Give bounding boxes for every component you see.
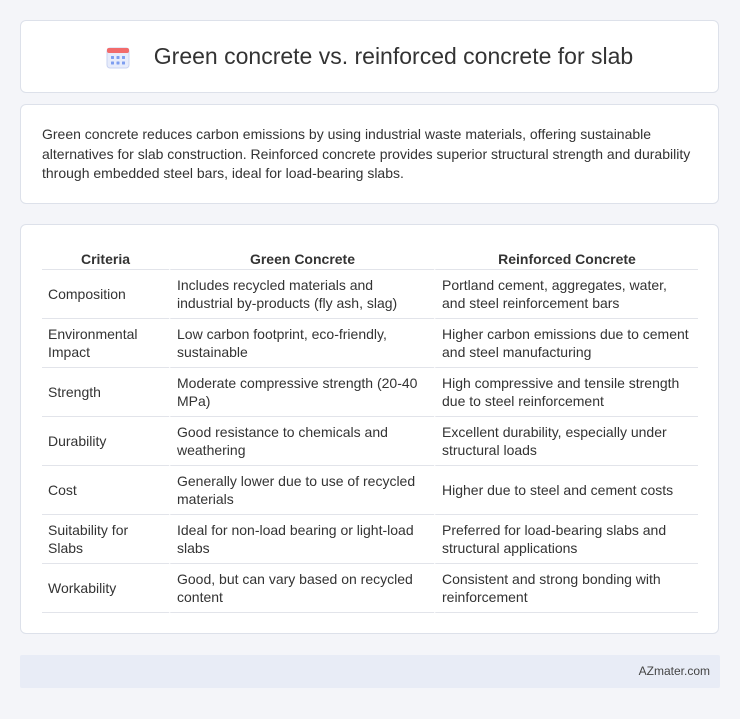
criteria-cell: Durability (42, 417, 169, 466)
table-row (42, 564, 698, 613)
reinforced-concrete-cell: Consistent and strong bonding with reinforcement (434, 564, 698, 613)
reinforced-concrete-cell: High compressive and tensile strength due to steel reinforcement (434, 368, 698, 417)
green-concrete-cell: Good, but can vary based on recycled content (169, 564, 434, 613)
green-concrete-cell: Moderate compressive strength (20-40 MPa) (169, 368, 434, 417)
reinforced-concrete-cell: Portland cement, aggregates, water, and steel reinforcement bars (434, 270, 698, 319)
green-concrete-cell: Good resistance to chemicals and weathering (169, 417, 434, 466)
header-reinforced-concrete: Reinforced Concrete (434, 245, 698, 270)
reinforced-concrete-cell: Preferred for load-bearing slabs and structural applications (434, 515, 698, 564)
footer-bar (20, 655, 720, 688)
criteria-cell: Composition (42, 270, 169, 319)
header-criteria: Criteria (42, 245, 169, 270)
reinforced-concrete-cell: Higher due to steel and cement costs (434, 466, 698, 515)
header-green-concrete: Green Concrete (169, 245, 434, 270)
footer-brand: AZmater.com (638, 664, 710, 678)
criteria-cell: Strength (42, 368, 169, 417)
page-title: Green concrete vs. reinforced concrete for slab (153, 43, 634, 69)
table-row (42, 466, 698, 515)
table-header-row (42, 245, 698, 270)
title-card (20, 20, 719, 93)
reinforced-concrete-cell: Excellent durability, especially under structural loads (434, 417, 698, 466)
green-concrete-cell: Ideal for non-load bearing or light-load slabs (169, 515, 434, 564)
criteria-cell: Cost (42, 466, 169, 515)
title-wrap (106, 43, 633, 70)
calendar-icon (106, 45, 130, 69)
table-row (42, 417, 698, 466)
table-row (42, 319, 698, 368)
table-row (42, 270, 698, 319)
intro-text: Green concrete reduces carbon emissions by using industrial waste materials, offering sustainable alternatives for slab construction. Reinforced concrete provides superior structural strength and durability through embedded steel bars, ideal for load-bearing slabs. (42, 126, 691, 181)
reinforced-concrete-cell: Higher carbon emissions due to cement and steel manufacturing (434, 319, 698, 368)
comparison-table (42, 245, 698, 613)
comparison-table-card (20, 224, 719, 634)
table-row (42, 515, 698, 564)
green-concrete-cell: Includes recycled materials and industrial by-products (fly ash, slag) (169, 270, 434, 319)
intro-card (20, 104, 719, 204)
criteria-cell: Environmental Impact (42, 319, 169, 368)
criteria-cell: Workability (42, 564, 169, 613)
table-row (42, 368, 698, 417)
green-concrete-cell: Generally lower due to use of recycled materials (169, 466, 434, 515)
green-concrete-cell: Low carbon footprint, eco-friendly, sustainable (169, 319, 434, 368)
criteria-cell: Suitability for Slabs (42, 515, 169, 564)
